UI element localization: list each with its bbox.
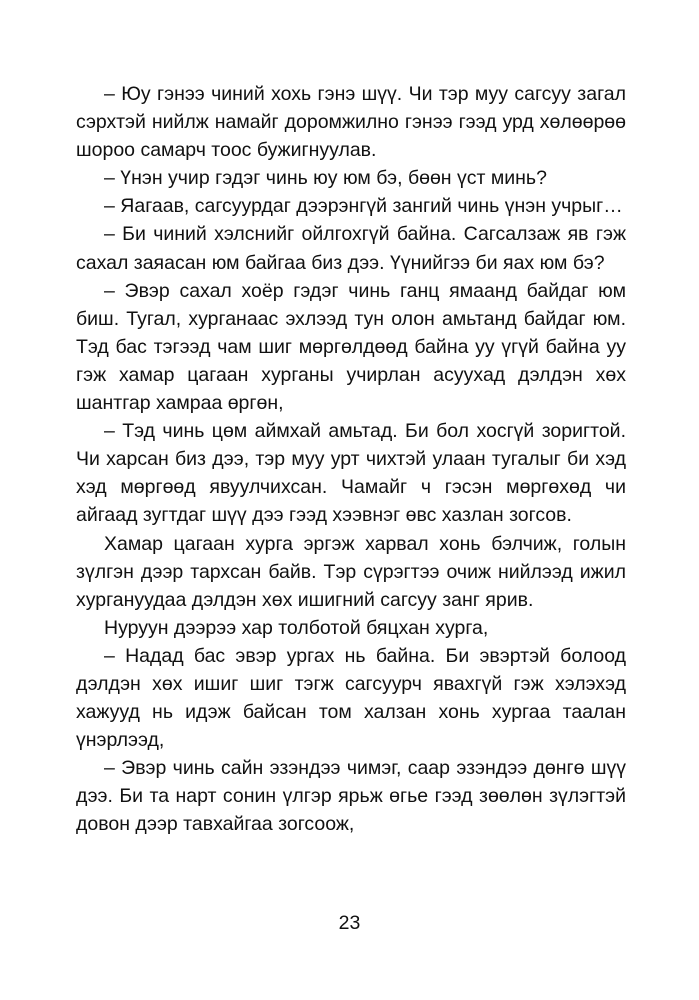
paragraph-6: – Тэд чинь цөм аймхай амьтад. Би бол хосгүй зоригтой. Чи харсан биз дээ, тэр муу урт чихтэй улаан тугалыг би хэд хэд мөргөөд явуулчихсан. Чамайг ч гэсэн мөргөхөд чи айгаад зугтдаг шүү дээ гээд хээвнэг өвс хазлан зогсов. (76, 420, 626, 527)
paragraph-10: – Эвэр чинь сайн эзэндээ чимэг, саар эзэндээ дөнгө шүү дээ. Би та нарт сонин үлгэр ярьж өгье гээд зөөлөн зүлэгтэй довон дээр тавхайгаа зогсоож, (76, 757, 626, 836)
paragraph-7: Хамар цагаан хурга эргэж харвал хонь бэлчиж, голын зүлгэн дээр тархсан байв. Тэр сүрэгтээ очиж нийлээд ижил хургануудаа дэлдэн хөх ишигний сагсуу занг ярив. (76, 532, 626, 611)
paragraph-3: – Яагаав, сагсуурдаг дээрэнгүй зангий чинь үнэн учрыг… (104, 195, 623, 218)
paragraph-1: – Юу гэнээ чиний хохь гэнэ шүү. Чи тэр муу сагсуу загал сэрхтэй нийлж намайг доромжилно гэнээ гээд урд хөлөөрөө шороо самарч тоос бужигнуулав. (76, 83, 626, 162)
body-text (76, 80, 626, 839)
paragraph-4: – Би чиний хэлснийг ойлгохгүй байна. Сагсалзаж яв гэж сахал заяасан юм байгаа биз дээ. Үүнийгээ би яах юм бэ? (76, 223, 626, 274)
paragraph-9: – Надад бас эвэр ургах нь байна. Би эвэртэй болоод дэлдэн хөх ишиг шиг тэгж сагсуурч явахгүй гэж хэлэхэд хажууд нь идэж байсан том халзан хонь хургаа таалан үнэрлээд, (76, 644, 626, 752)
paragraph-2: – Үнэн учир гэдэг чинь юу юм бэ, бөөн үст минь? (104, 167, 547, 190)
page-number: 23 (338, 912, 361, 934)
paragraph-5: – Эвэр сахал хоёр гэдэг чинь ганц ямаанд байдаг юм биш. Тугал, хурганаас эхлээд тун олон амьтанд байдаг юм. Тэд бас тэгээд чам шиг мөргөлдөөд байна уу үгүй байна уу гэж хамар цагаан хурганы учирлан асуухад дэлдэн хөх шантгар хамраа өргөн, (76, 279, 626, 415)
paragraph-8: Нуруун дээрээ хар толботой бяцхан хурга, (104, 616, 489, 639)
